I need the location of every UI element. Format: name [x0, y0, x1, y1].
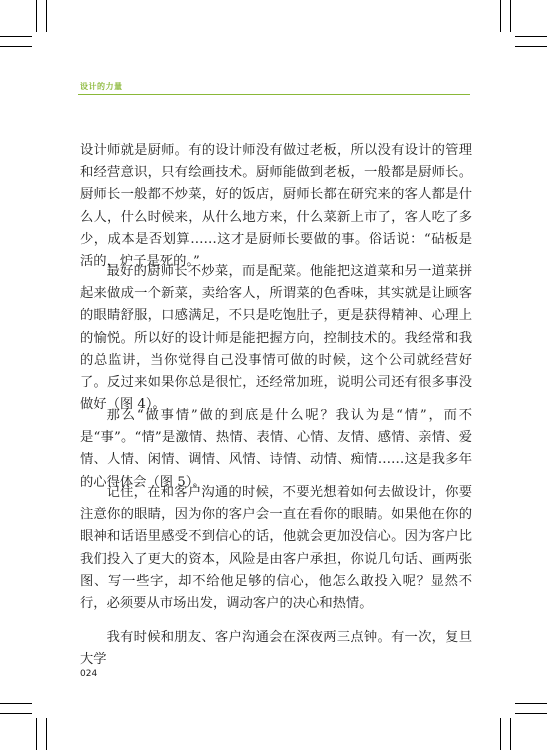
crop-mark — [0, 703, 32, 704]
crop-mark — [515, 36, 547, 37]
header-rule — [78, 94, 470, 95]
paragraph: 最好的厨师长不炒菜，而是配菜。他能把这道菜和另一道菜拼起来做成一个新菜，卖给客人，所谓菜的色香味，其实就是让顾客的眼睛舒服，口感满足，不只是吃饱肚子，更是获得精神、心理上的愉悦。所以好的设计师是能把握方向，控制技术的。我经常和我的总监讲，当你觉得自己没事情可做的时候，这个公司就经营好了。反过来如果你总是很忙，还经常加班，说明公司还有很多事没做好（图 4）。 — [80, 264, 472, 413]
crop-mark — [515, 703, 547, 704]
running-header: 设计的力量 — [80, 82, 123, 91]
paragraph: 我有时候和朋友、客户沟通会在深夜两三点钟。有一次，复旦大学 — [80, 630, 472, 668]
crop-mark — [0, 713, 32, 714]
crop-mark — [515, 713, 547, 714]
crop-mark — [515, 46, 547, 47]
page-number: 024 — [80, 669, 98, 679]
crop-mark — [46, 718, 47, 750]
crop-mark — [46, 0, 47, 32]
paragraph: 那么“做事情”做的到底是什么呢？我认为是“情”，而不是“事”。“情”是激情、热情、表情、心情、友情、感情、亲情、爱情、人情、闲情、调情、风情、诗情、动情、痴情……这是我多年的心得体会（图 5）。 — [80, 408, 472, 490]
crop-mark — [36, 718, 37, 750]
crop-mark — [510, 0, 511, 32]
paragraph: 设计师就是厨师。有的设计师没有做过老板，所以没有设计的管理和经营意识，只有绘画技术。厨师能做到老板，一般都是厨师长。厨师长一般都不炒菜，好的饭店，厨师长都在研究来的客人都是什么人，什么时候来，从什么地方来，什么菜新上市了，客人吃了多少，成本是否划算……这才是厨师长要做的事。俗话说：“砧板是活的，炉子是死的。” — [80, 143, 472, 270]
crop-mark — [36, 0, 37, 32]
crop-mark — [500, 0, 501, 32]
paragraph: 记住，在和客户沟通的时候，不要光想着如何去做设计，你要注意你的眼睛，因为你的客户会一直在看你的眼睛。如果他在你的眼神和话语里感受不到信心的话，他就会更加没信心。因为客户比我们投入了更大的资本，风险是由客户承担，你说几句话、画两张图、写一些字，却不给他足够的信心，他怎么敢投入呢？显然不行，必须要从市场出发，调动客户的决心和热情。 — [80, 485, 472, 612]
crop-mark — [500, 718, 501, 750]
crop-mark — [0, 36, 32, 37]
crop-mark — [0, 46, 32, 47]
crop-mark — [510, 718, 511, 750]
